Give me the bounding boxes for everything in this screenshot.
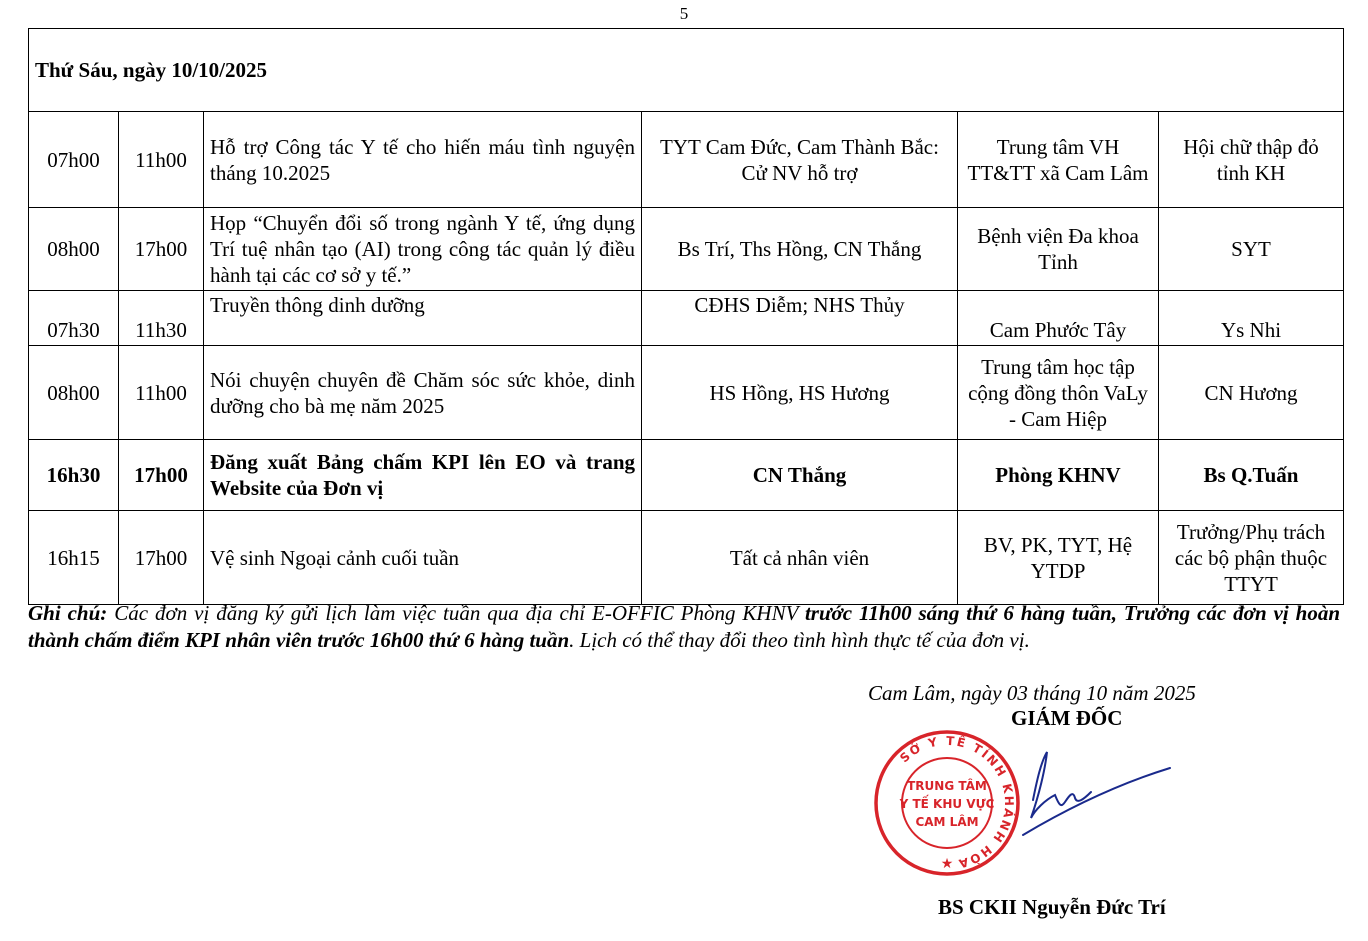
end-time: 11h00 (119, 112, 204, 208)
host-cell: Bs Q.Tuấn (1159, 440, 1344, 511)
staff-cell: CN Thắng (642, 440, 958, 511)
location-cell: Phòng KHNV (958, 440, 1159, 511)
host-cell: SYT (1159, 208, 1344, 291)
table-row (29, 112, 1344, 208)
end-time: 11h00 (119, 346, 204, 440)
signer-name: BS CKII Nguyễn Đức Trí (938, 895, 1166, 919)
start-time: 07h30 (29, 291, 119, 346)
staff-cell: Bs Trí, Ths Hồng, CN Thắng (642, 208, 958, 291)
signature-date: Cam Lâm, ngày 03 tháng 10 năm 2025 (868, 681, 1196, 705)
activity-content: Vệ sinh Ngoại cảnh cuối tuần (204, 511, 642, 605)
note-text: Các đơn vị đăng ký gửi lịch làm việc tuần qua địa chỉ E-OFFIC Phòng KHNV (107, 601, 805, 625)
end-time: 17h00 (119, 440, 204, 511)
footnote (28, 600, 1340, 654)
start-time: 16h30 (29, 440, 119, 511)
table-row (29, 511, 1344, 605)
location-cell: Cam Phước Tây (958, 291, 1159, 346)
host-cell: Trưởng/Phụ trách các bộ phận thuộc TTYT (1159, 511, 1344, 605)
table-row (29, 208, 1344, 291)
end-time: 11h30 (119, 291, 204, 346)
staff-cell: TYT Cam Đức, Cam Thành Bắc: Cử NV hỗ trợ (642, 112, 958, 208)
note-label: Ghi chú: (28, 601, 108, 625)
page-number: 5 (679, 4, 689, 23)
activity-content: Nói chuyện chuyên đề Chăm sóc sức khỏe, dinh dưỡng cho bà mẹ năm 2025 (204, 346, 642, 440)
star-icon: ★ (940, 857, 954, 872)
table-row (29, 346, 1344, 440)
signer-title: GIÁM ĐỐC (1011, 706, 1123, 730)
stamp-outer-text: SỞ Y TẾ TỈNH KHÁNH HÒA (897, 733, 1017, 872)
host-cell: CN Hương (1159, 346, 1344, 440)
end-time: 17h00 (119, 208, 204, 291)
staff-cell: HS Hồng, HS Hương (642, 346, 958, 440)
activity-content: Hỗ trợ Công tác Y tế cho hiến máu tình nguyện tháng 10.2025 (204, 112, 642, 208)
stamp-line-1: TRUNG TÂM (907, 779, 987, 793)
start-time: 08h00 (29, 208, 119, 291)
staff-cell: CĐHS Diễm; NHS Thủy (642, 291, 958, 346)
location-cell: Trung tâm VH TT&TT xã Cam Lâm (958, 112, 1159, 208)
table-row (29, 440, 1344, 511)
signature-scribble (1015, 740, 1175, 840)
location-cell: Trung tâm học tập cộng đồng thôn VaLy - Cam Hiệp (958, 346, 1159, 440)
day-header: Thứ Sáu, ngày 10/10/2025 (29, 29, 1344, 112)
end-time: 17h00 (119, 511, 204, 605)
note-text-end: . Lịch có thể thay đổi theo tình hình thực tế của đơn vị. (569, 628, 1030, 652)
schedule-table (28, 28, 1344, 605)
activity-content: Đăng xuất Bảng chấm KPI lên EO và trang Website của Đơn vị (204, 440, 642, 511)
start-time: 16h15 (29, 511, 119, 605)
activity-content: Họp “Chuyển đổi số trong ngành Y tế, ứng dụng Trí tuệ nhân tạo (AI) trong công tác quản lý điều hành tại các cơ sở y tế.” (204, 208, 642, 291)
note-deadline: trước 11h00 sáng thứ 6 hàng tuần, Trưởng các đơn vị hoàn thành chấm điểm KPI nhân viên trước 16h00 thứ 6 hàng tuần (28, 601, 1340, 652)
host-cell: Hội chữ thập đỏ tỉnh KH (1159, 112, 1344, 208)
location-cell: BV, PK, TYT, Hệ YTDP (958, 511, 1159, 605)
location-cell: Bệnh viện Đa khoa Tỉnh (958, 208, 1159, 291)
table-row (29, 291, 1344, 346)
official-stamp (872, 728, 1022, 878)
stamp-line-3: CAM LÂM (915, 815, 979, 829)
stamp-line-2: Y TẾ KHU VỰC (899, 797, 995, 811)
host-cell: Ys Nhi (1159, 291, 1344, 346)
start-time: 08h00 (29, 346, 119, 440)
start-time: 07h00 (29, 112, 119, 208)
staff-cell: Tất cả nhân viên (642, 511, 958, 605)
activity-content: Truyền thông dinh dưỡng (204, 291, 642, 346)
